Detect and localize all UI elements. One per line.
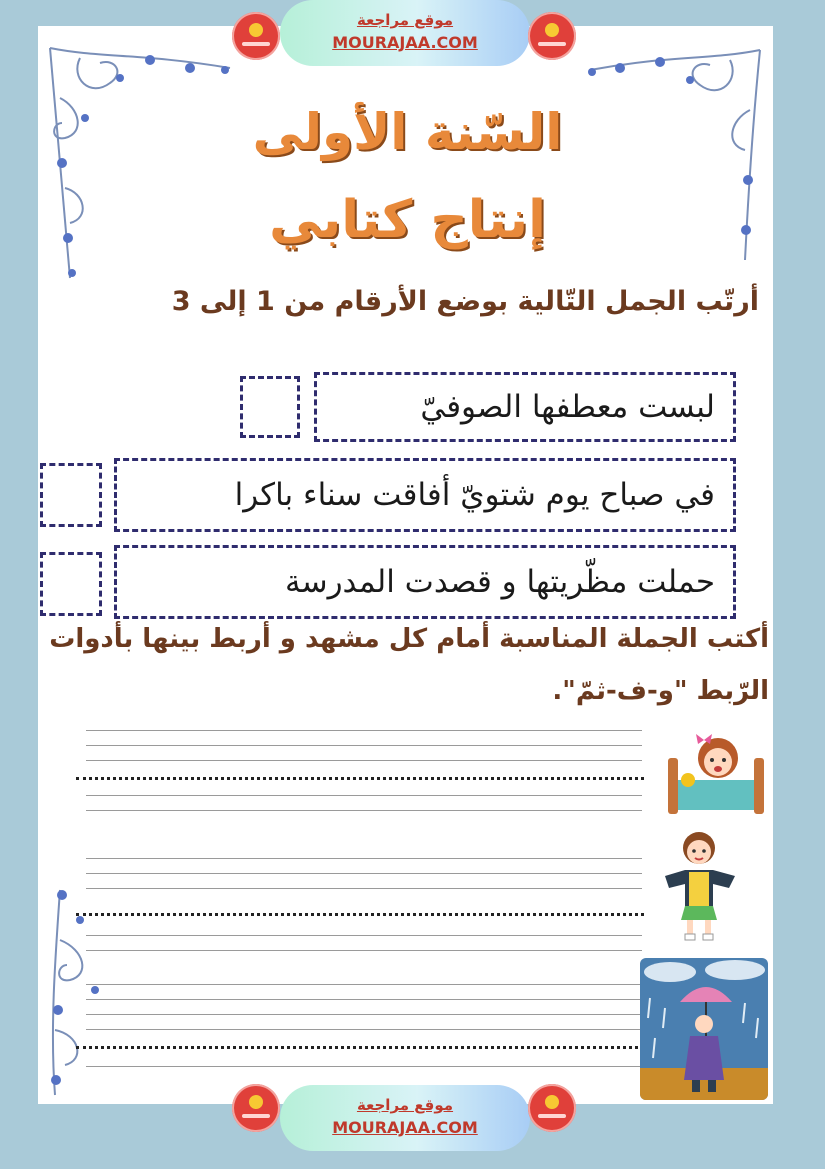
sentence-box	[314, 372, 736, 442]
subject-title: إنتاج كتابي	[269, 190, 546, 250]
order-number-box[interactable]	[240, 376, 300, 438]
mourajaa-logo-icon	[528, 1084, 576, 1132]
writing-lines	[86, 795, 642, 825]
girl-with-umbrella-in-rain-icon	[640, 958, 768, 1100]
mourajaa-logo-icon	[528, 12, 576, 60]
answer-line[interactable]	[76, 777, 644, 780]
grade-title: السّنة الأولى	[252, 103, 563, 161]
banner-arabic-text: موقع مراجعة	[356, 11, 454, 29]
exercise2-instruction-line1: أكتب الجملة المناسبة أمام كل مشهد و أربط بينها بأدوات	[49, 624, 769, 654]
site-banner-bottom[interactable]	[280, 1085, 530, 1151]
writing-lines	[86, 858, 642, 903]
answer-line[interactable]	[76, 913, 644, 916]
sentence-box	[114, 545, 736, 619]
sentence-text: في صباح يوم شتويّ أفاقت سناء باكرا	[234, 477, 715, 513]
sentence-text: حملت مظّريتها و قصدت المدرسة	[284, 564, 715, 600]
exercise2-instruction-line2: الرّبط "و-ف-ثمّ".	[552, 676, 769, 706]
sentence-text: لبست معطفها الصوفيّ	[420, 389, 715, 425]
banner-latin-text: MOURAJAA.COM	[332, 33, 478, 52]
order-number-box[interactable]	[40, 552, 102, 616]
answer-line[interactable]	[76, 1046, 644, 1049]
banner-arabic-text: موقع مراجعة	[356, 1096, 454, 1114]
exercise1-instruction: أرتّب الجمل التّالية بوضع الأرقام من 1 إلى 3	[171, 286, 759, 317]
order-number-box[interactable]	[40, 463, 102, 527]
girl-waking-up-icon	[666, 728, 766, 816]
writing-lines	[86, 730, 642, 775]
writing-lines	[86, 984, 642, 1044]
floral-ornament-icon	[40, 38, 240, 288]
writing-lines	[86, 935, 642, 965]
girl-putting-on-coat-icon	[655, 826, 743, 944]
mourajaa-logo-icon	[232, 1084, 280, 1132]
banner-latin-text: MOURAJAA.COM	[332, 1118, 478, 1137]
sentence-box	[114, 458, 736, 532]
writing-lines	[86, 1066, 642, 1081]
site-banner-top[interactable]	[280, 0, 530, 66]
